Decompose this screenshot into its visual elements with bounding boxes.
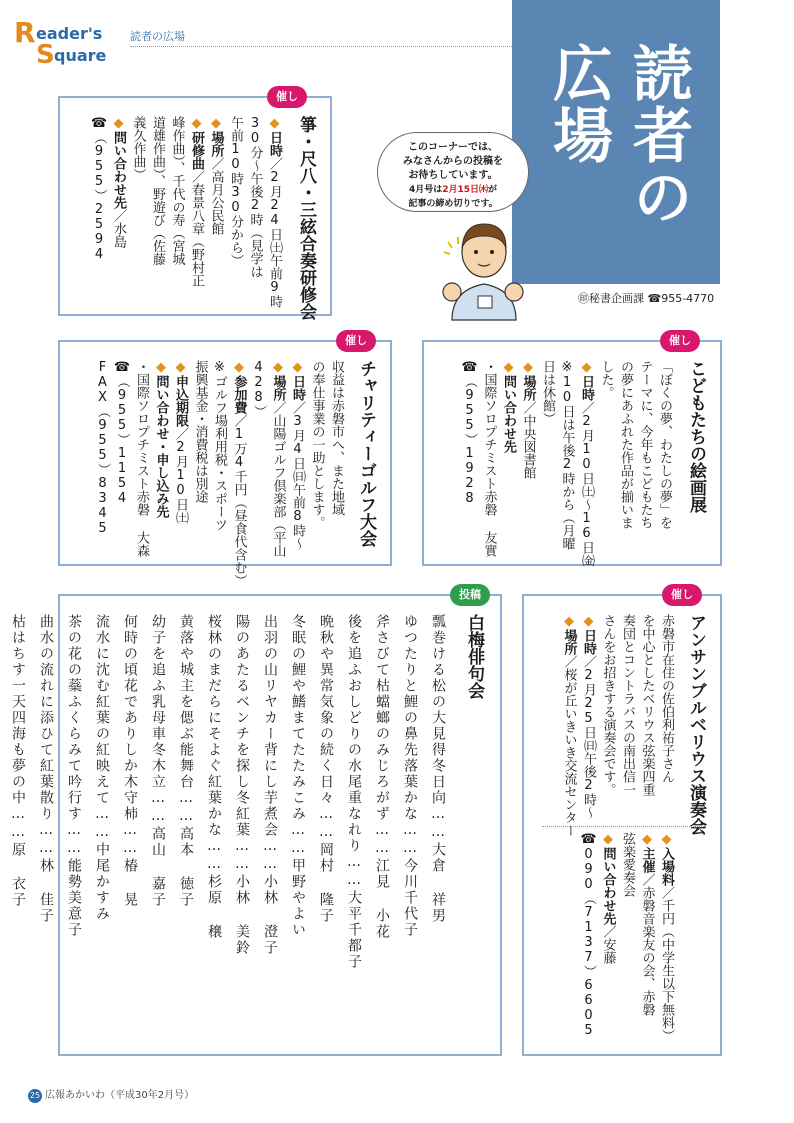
body-line xyxy=(499,360,519,556)
haiku-author: 岡村 隆子 xyxy=(318,842,334,924)
haiku-verse: 何時の頃花でありしか木守柿…… xyxy=(122,614,138,858)
field-value: 午前10時30分から） xyxy=(228,116,243,267)
card-body xyxy=(89,116,284,306)
field-value: ／桜が丘いきいき交流センター xyxy=(561,655,577,837)
body-line xyxy=(89,116,109,306)
haiku-verse: 流水に沈む紅葉の紅映えて…… xyxy=(94,614,110,842)
haiku-author: 原 衣子 xyxy=(10,842,26,908)
field-value: 日は休館） xyxy=(540,360,555,425)
haiku-verse: 瓢巻ける松の大見得冬日向…… xyxy=(430,614,446,842)
field-value: ／2月25日㈰午後2時〜 xyxy=(581,655,596,819)
field-value: ／1万4千円（昼食代含む） xyxy=(231,414,247,587)
body-line xyxy=(226,116,246,306)
bubble-line: このコーナーでは、 xyxy=(408,142,498,153)
card-koto-concert xyxy=(58,90,332,320)
field-value: ／山陽ゴルフ倶楽部（平山 xyxy=(270,401,286,557)
body-line xyxy=(479,360,499,556)
haiku-verse: 晩秋や異常気象の続く日々…… xyxy=(318,614,334,842)
haiku-row xyxy=(32,614,60,1046)
haiku-row xyxy=(60,614,88,1046)
field-value: 赤磐市在住の佐伯利祐子さん xyxy=(659,614,674,783)
field-value: した。 xyxy=(598,360,614,399)
body-line xyxy=(112,360,132,556)
field-value: 道雄作曲）、野遊び（佐藤 xyxy=(150,116,165,266)
body-line xyxy=(132,360,152,556)
body-line xyxy=(167,116,187,306)
haiku-verse: 曲水の流れに添ひて紅葉散り…… xyxy=(38,614,54,858)
haiku-verse: 陽のあたるベンチを探し冬紅葉…… xyxy=(234,614,250,874)
haiku-row xyxy=(144,614,172,1046)
body-line xyxy=(307,360,327,556)
haiku-verse: 斧さびて枯蟷螂のみじろがず…… xyxy=(374,614,390,858)
body-line xyxy=(579,832,599,1044)
mascot-illustration xyxy=(438,212,528,322)
body-line xyxy=(616,360,636,556)
field-label: 場所 xyxy=(270,375,286,401)
haiku-row xyxy=(88,614,116,1046)
bullet-diamond-icon: ◆ xyxy=(290,360,305,375)
body-line xyxy=(206,116,226,306)
field-label: 問い合わせ・申し込み先 xyxy=(153,375,169,518)
haiku-verse: 幼子を追ふ乳母車冬木立…… xyxy=(150,614,166,826)
haiku-row xyxy=(340,614,368,1046)
field-value: ※ゴルフ場利用税・スポーツ xyxy=(212,360,227,531)
bullet-diamond-icon: ◆ xyxy=(639,832,655,847)
field-value: ／水島 xyxy=(111,209,126,248)
tag-event: 催し xyxy=(267,86,307,108)
body-line xyxy=(618,614,638,824)
field-label: 場所 xyxy=(561,629,577,655)
field-value: 428） xyxy=(251,360,266,418)
card-body xyxy=(460,360,675,567)
haiku-row xyxy=(424,614,452,1046)
body-line xyxy=(559,614,579,837)
body-line xyxy=(190,360,210,556)
card-title: 箏・尺八・三絃合奏研修会 xyxy=(296,116,316,320)
body-line xyxy=(109,116,129,306)
haiku-row xyxy=(396,614,424,1046)
haiku-verse: 桜林のまだらにそよぐ紅葉かな…… xyxy=(206,614,222,874)
field-value: の夢にあふれた作品が揃いま xyxy=(618,360,633,529)
header-word-readers: eader's xyxy=(36,24,103,43)
field-value: FAX（955）8345 xyxy=(95,360,110,536)
haiku-author: 杉原 穣 xyxy=(206,874,222,940)
body-line xyxy=(460,360,480,556)
bullet-diamond-icon: ◆ xyxy=(231,360,247,375)
header-letter-s: S xyxy=(36,40,55,70)
field-value: ・国際ソロプチミスト赤磐 大森 xyxy=(134,360,149,557)
card-body-main xyxy=(559,614,676,837)
haiku-verse: 出羽の山リヤカー背にし芋煮会…… xyxy=(262,614,278,874)
header-word-square: quare xyxy=(54,46,107,65)
haiku-row xyxy=(200,614,228,1046)
field-value: 峰作曲）、千代の寿（宮城 xyxy=(169,116,185,266)
field-label: 申込期限 xyxy=(173,375,188,427)
body-line xyxy=(557,360,577,556)
haiku-author: 高山 嘉子 xyxy=(150,826,166,908)
body-line xyxy=(577,360,597,567)
body-line xyxy=(327,360,347,556)
title-line-2: 広場 xyxy=(543,42,613,166)
bubble-text: が xyxy=(488,185,498,195)
body-line xyxy=(618,832,638,1044)
bubble-text: 4月号は xyxy=(408,185,443,195)
card-title: こどもたちの絵画展 xyxy=(686,360,706,513)
card-body-info xyxy=(579,832,677,1044)
card-title: アンサンブルベリウス演奏会 xyxy=(686,614,706,835)
breadcrumb: 読者の広場 xyxy=(130,30,185,43)
haiku-row xyxy=(116,614,144,1046)
body-line xyxy=(187,116,207,306)
bullet-diamond-icon: ◆ xyxy=(600,832,616,847)
body-line xyxy=(245,116,265,306)
field-value: ※10日は午後2時から（月曜 xyxy=(559,360,575,550)
bullet-diamond-icon: ◆ xyxy=(579,360,594,375)
haiku-author: 能勢美意子 xyxy=(66,858,82,938)
field-label: 日時 xyxy=(579,375,594,401)
field-value: を中心としたベリウス弦楽四重 xyxy=(639,614,655,796)
haiku-verse: 黄落や城主を偲ぶ能舞台…… xyxy=(178,614,194,826)
bullet-diamond-icon: ◆ xyxy=(267,116,282,131)
bullet-diamond-icon: ◆ xyxy=(520,360,536,375)
haiku-verse: 枯はちす一天四海も夢の中…… xyxy=(10,614,26,842)
bullet-diamond-icon: ◆ xyxy=(561,614,577,629)
header-letter-r: R xyxy=(14,16,36,49)
page-number: 25 xyxy=(28,1089,42,1103)
field-label: 日時 xyxy=(290,375,305,401)
body-line xyxy=(210,360,230,556)
haiku-author: 小林 美鈴 xyxy=(234,874,250,956)
body-line xyxy=(148,116,168,306)
field-value: ／春景八章（野村正 xyxy=(189,170,204,287)
field-value: 30分〜午後2時（見学は xyxy=(247,116,263,278)
field-value: ／高月公民館 xyxy=(208,157,224,235)
bullet-diamond-icon: ◆ xyxy=(501,360,516,375)
body-line xyxy=(538,360,558,556)
card-body xyxy=(93,360,347,587)
body-line xyxy=(598,832,618,1044)
haiku-row xyxy=(4,614,32,1046)
field-value: ☎（955）1154 xyxy=(114,360,130,506)
field-label: 日時 xyxy=(267,131,282,157)
section-header xyxy=(14,16,204,70)
bubble-line: みなさんからの投稿を xyxy=(403,156,503,167)
body-line xyxy=(637,614,657,824)
bullet-diamond-icon: ◆ xyxy=(111,116,126,131)
field-value: ／3月4日㈰午前8時〜 xyxy=(290,401,305,550)
haiku-author: 大倉 祥男 xyxy=(430,842,446,924)
haiku-row xyxy=(312,614,340,1046)
body-line xyxy=(598,614,618,824)
haiku-list xyxy=(0,614,452,1046)
body-line xyxy=(171,360,191,556)
card-title: チャリティーゴルフ大会 xyxy=(356,360,376,547)
body-line xyxy=(265,116,285,306)
field-value: 収益は赤磐市へ、また地域 xyxy=(329,360,344,516)
field-label: 入場料 xyxy=(659,847,674,886)
field-value: ／2月10日㈯〜16日㈮ xyxy=(579,401,594,567)
body-line xyxy=(518,360,538,556)
body-line xyxy=(151,360,171,556)
body-line xyxy=(579,614,599,824)
field-value: ／安藤 xyxy=(600,925,616,964)
card-haiku xyxy=(10,588,502,1056)
body-line xyxy=(288,360,308,556)
field-value: の奉仕事業の一助とします。 xyxy=(309,360,325,529)
card-ensemble-concert xyxy=(522,588,722,1056)
field-value: テーマに、今年もこどもたち xyxy=(637,360,653,529)
field-label: 参加費 xyxy=(231,375,247,414)
field-label: 問い合わせ先 xyxy=(600,847,616,925)
haiku-author: 椿 晃 xyxy=(122,858,138,908)
haiku-verse: 冬眠の鯉や鰭まてたたみこみ…… xyxy=(290,614,306,858)
body-line xyxy=(229,360,249,587)
haiku-row xyxy=(368,614,396,1046)
bullet-diamond-icon: ◆ xyxy=(189,116,204,131)
haiku-author: 林 佳子 xyxy=(38,858,54,924)
page-footer xyxy=(28,1086,194,1103)
body-line xyxy=(596,360,616,556)
field-value: ／2月24日㈯午前9時 xyxy=(267,157,282,308)
bubble-line: お待ちしています。 xyxy=(408,170,498,181)
bubble-line: 記事の締め切りです。 xyxy=(408,199,498,209)
field-value: さんをお招きする演奏会です。 xyxy=(600,614,616,796)
tag-event: 催し xyxy=(662,584,702,606)
haiku-verse: ゆつたりと鯉の鼻先落葉かな…… xyxy=(402,614,418,858)
card-kids-art-exhibit xyxy=(422,334,722,567)
bullet-diamond-icon: ◆ xyxy=(581,614,596,629)
haiku-author: 今川千代子 xyxy=(402,858,418,938)
field-label: 日時 xyxy=(581,629,596,655)
bullet-diamond-icon: ◆ xyxy=(208,116,224,131)
field-value: ☎090（7137）6605 xyxy=(581,832,596,1038)
haiku-author: 江見 小花 xyxy=(374,858,390,940)
field-value: 振興基金・消費税は別途 xyxy=(192,360,208,503)
body-line xyxy=(637,832,657,1044)
haiku-row xyxy=(284,614,312,1046)
field-value: 奏団とコントラバスの南出信一 xyxy=(620,614,635,796)
card-title: 白梅俳句会 xyxy=(464,614,484,699)
field-value: 「ぼくの夢、わたしの夢」を xyxy=(657,360,672,529)
divider xyxy=(542,826,706,827)
field-label: 場所 xyxy=(520,375,536,401)
field-value: ☎（955）2594 xyxy=(91,116,107,262)
field-label: 研修曲 xyxy=(189,131,204,170)
publication-name: 広報あかいわ（平成30年2月号） xyxy=(45,1090,195,1101)
field-value: ・国際ソロプチミスト赤磐 友實 xyxy=(481,360,497,557)
speech-bubble xyxy=(377,132,529,212)
contact-info: ㊞秘書企画課 ☎955-4770 xyxy=(578,292,715,305)
tag-event: 催し xyxy=(660,330,700,352)
body-line xyxy=(635,360,655,556)
body-line xyxy=(93,360,113,556)
field-value: ／赤磐音楽友の会、赤磐 xyxy=(639,873,655,1016)
body-line xyxy=(128,116,148,306)
card-charity-golf xyxy=(58,334,392,587)
haiku-row xyxy=(172,614,200,1046)
field-label: 問い合わせ先 xyxy=(111,131,126,209)
bullet-diamond-icon: ◆ xyxy=(659,832,674,847)
body-line xyxy=(657,832,677,1044)
haiku-verse: 茶の花の蘂ふくらみて吟行す…… xyxy=(66,614,82,858)
tag-event: 催し xyxy=(336,330,376,352)
body-line xyxy=(268,360,288,556)
haiku-author: 小林 澄子 xyxy=(262,874,278,956)
tag-submission: 投稿 xyxy=(450,584,490,606)
bubble-date: 2月15日㈭ xyxy=(442,185,489,195)
field-value: ／中央図書館 xyxy=(520,401,536,479)
haiku-author: 甲野やよい xyxy=(290,858,306,938)
haiku-author: 中尾かすみ xyxy=(94,842,110,922)
body-line xyxy=(655,360,675,556)
field-value: ／千円（中学生以下無料） xyxy=(659,886,674,1042)
header-divider xyxy=(130,46,520,47)
title-line-1: 読者の xyxy=(623,42,693,228)
field-value: ☎（955）1928 xyxy=(462,360,477,506)
field-label: 主催 xyxy=(639,847,655,873)
body-line xyxy=(249,360,269,556)
field-label: 場所 xyxy=(208,131,224,157)
title-band xyxy=(512,0,720,284)
field-value: 弦楽愛奏会 xyxy=(620,832,635,897)
bullet-diamond-icon: ◆ xyxy=(270,360,286,375)
haiku-row xyxy=(0,614,4,1046)
bullet-diamond-icon: ◆ xyxy=(153,360,169,375)
body-line xyxy=(657,614,677,824)
field-label: 問い合わせ先 xyxy=(501,375,516,453)
field-value: 義久作曲） xyxy=(130,116,146,181)
bubble-deadline xyxy=(378,183,528,197)
haiku-row xyxy=(256,614,284,1046)
haiku-author: 大平千都子 xyxy=(346,890,362,970)
field-value: ／2月10日㈯ xyxy=(173,427,188,524)
haiku-verse: 後を追ふおしどりの水尾重なれり…… xyxy=(346,614,362,890)
haiku-row xyxy=(228,614,256,1046)
bullet-diamond-icon: ◆ xyxy=(173,360,188,375)
haiku-author: 高本 徳子 xyxy=(178,826,194,908)
